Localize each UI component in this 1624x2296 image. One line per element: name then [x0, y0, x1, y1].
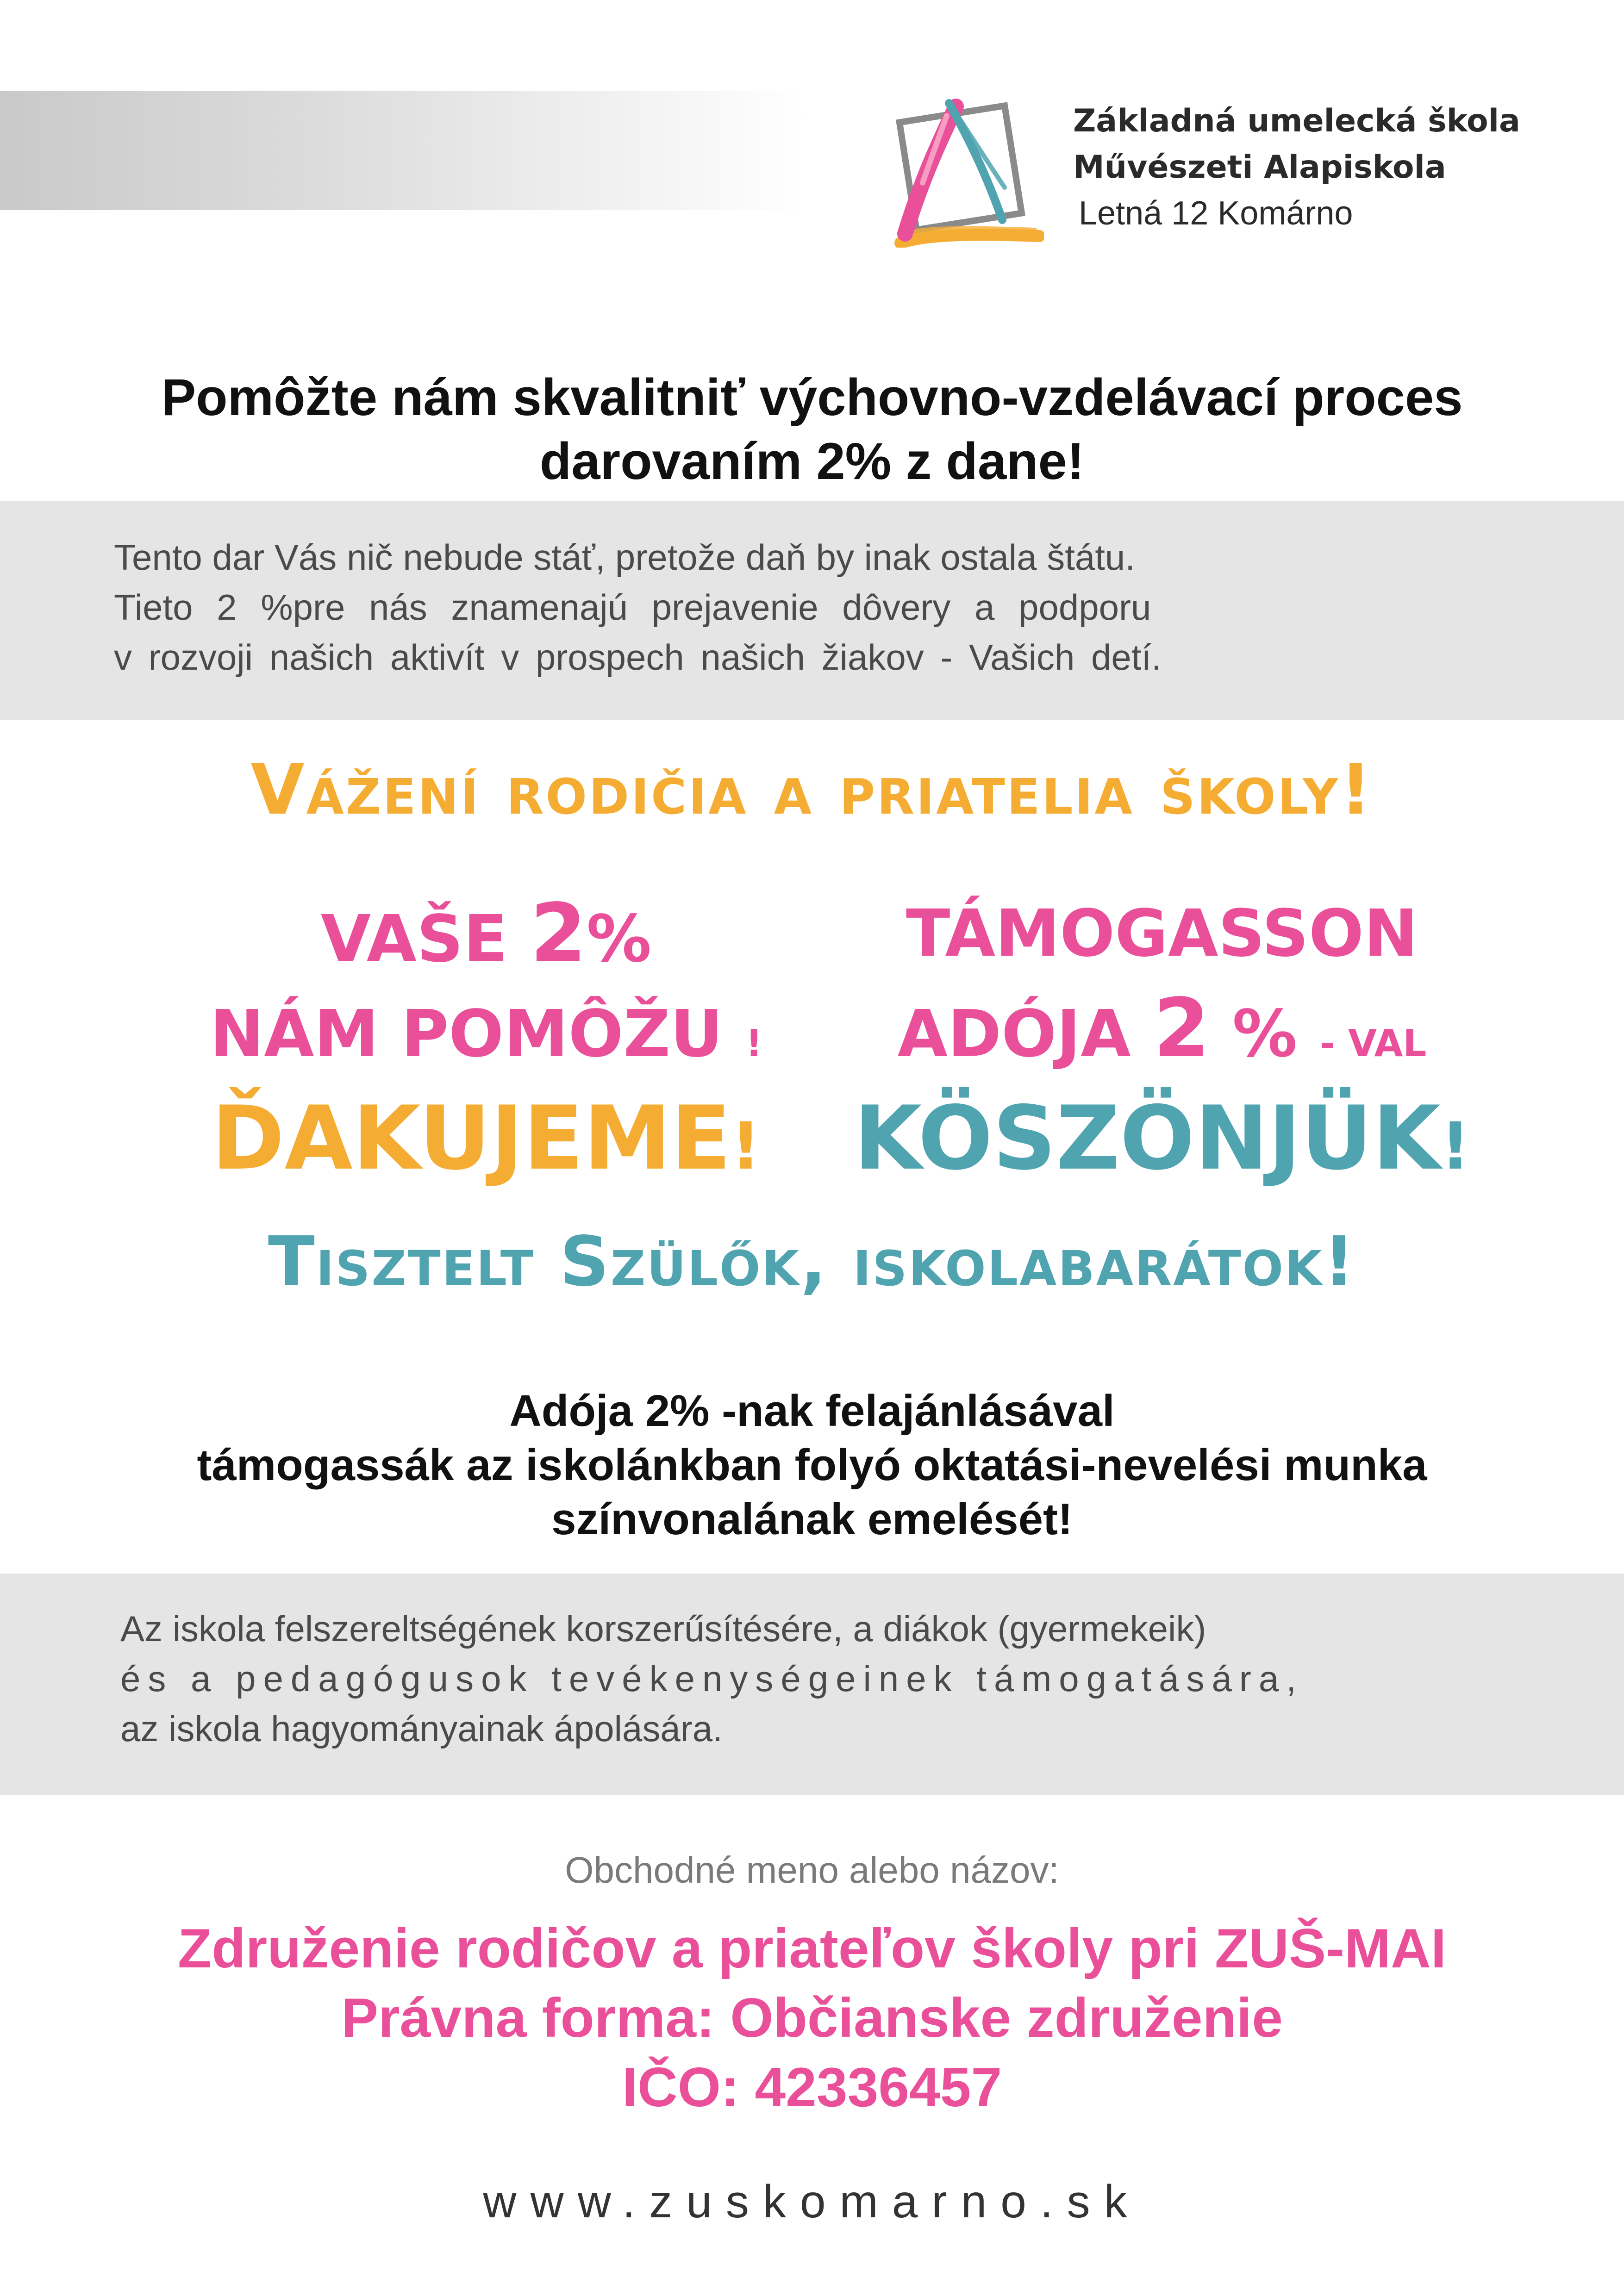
sk-col-percent: % [586, 902, 652, 977]
hu-col-thanks: KÖSZÖNJÜK [854, 1087, 1441, 1189]
sk-col-word: VAŠE [320, 902, 508, 977]
sk-col-line-3 [185, 1087, 787, 1194]
page-title [0, 366, 1624, 493]
org-name: Združenie rodičov a priateľov školy pri ZUŠ-MAI [177, 1917, 1447, 1979]
sk-col-help-mark: ! [745, 1022, 762, 1065]
org-name-label: Obchodné meno alebo názov: [565, 1849, 1059, 1891]
sk-col-thanks-mark: ! [731, 1109, 761, 1184]
hu-greeting: Tisztelt Szülők, iskolabarátok! [268, 1222, 1356, 1301]
sk-col-line-1 [185, 886, 787, 987]
sk-col-help: NÁM POMÔŽU [210, 996, 723, 1072]
hu-appeal-line-1: Adója 2% -nak felajánlásával [509, 1386, 1115, 1436]
hu-donation-column [843, 886, 1481, 1194]
school-name-hu: Művészeti Alapiskola [1073, 149, 1446, 186]
website-link[interactable]: www.zuskomarno.sk [483, 2176, 1141, 2228]
sk-col-line-2 [185, 987, 787, 1091]
hu-appeal-line-3: színvonalának emelését! [551, 1494, 1073, 1544]
slogan-line-1: Pomôžte nám skvalitniť výchovno-vzdelávací proces [161, 368, 1463, 426]
sk-info-line-1: Tento dar Vás nič nebude stáť, pretože daň by inak ostala štátu. [114, 537, 1135, 578]
sk-col-number: 2 [530, 887, 587, 981]
org-info [0, 1914, 1624, 2122]
org-legal-form: Právna forma: Občianske združenie [341, 1987, 1283, 2049]
hu-col-suffix: - VAL [1319, 1022, 1427, 1065]
sk-info-text [114, 532, 1345, 682]
school-name-sk: Základná umelecká škola [1073, 103, 1520, 139]
hu-info-line-2: és a pedagógusok tevékenységeinek támogatására, [120, 1658, 1304, 1699]
hu-col-line-1: TÁMOGASSON [906, 896, 1418, 971]
hu-info-text [120, 1604, 1430, 1754]
org-ico: IČO: 42336457 [622, 2056, 1002, 2118]
hu-col-percent: % [1232, 996, 1298, 1072]
sk-greeting: Vážení rodičia a priatelia školy! [250, 750, 1374, 830]
hu-appeal [0, 1384, 1624, 1546]
sk-info-line-3: v rozvoji našich aktivít v prospech našich žiakov - Vašich detí. [114, 637, 1162, 678]
hu-col-number: 2 [1153, 982, 1210, 1076]
hu-col-thanks-mark: ! [1440, 1109, 1470, 1184]
hu-info-line-1: Az iskola felszereltségének korszerűsítésére, a diákok (gyermekeik) [120, 1608, 1206, 1649]
hu-appeal-line-2: támogassák az iskolánkban folyó oktatási-nevelési munka [197, 1440, 1427, 1490]
slogan-line-2: darovaním 2% z dane! [539, 432, 1085, 490]
hu-info-line-3: az iskola hagyományainak ápolására. [120, 1708, 723, 1749]
header-gradient-bar [0, 91, 806, 210]
school-address: Letná 12 Komárno [1079, 195, 1353, 232]
sk-donation-column [185, 886, 787, 1194]
hu-col-line-2 [843, 981, 1481, 1091]
sk-col-thanks: ĎAKUJEME [211, 1087, 731, 1189]
sk-info-line-2: Tieto 2 %pre nás znamenajú prejavenie dôvery a podporu [114, 587, 1151, 628]
hu-col-word: ADÓJA [897, 996, 1131, 1072]
school-name [1073, 98, 1536, 191]
school-logo [887, 95, 1044, 248]
hu-col-line-3 [843, 1087, 1481, 1194]
